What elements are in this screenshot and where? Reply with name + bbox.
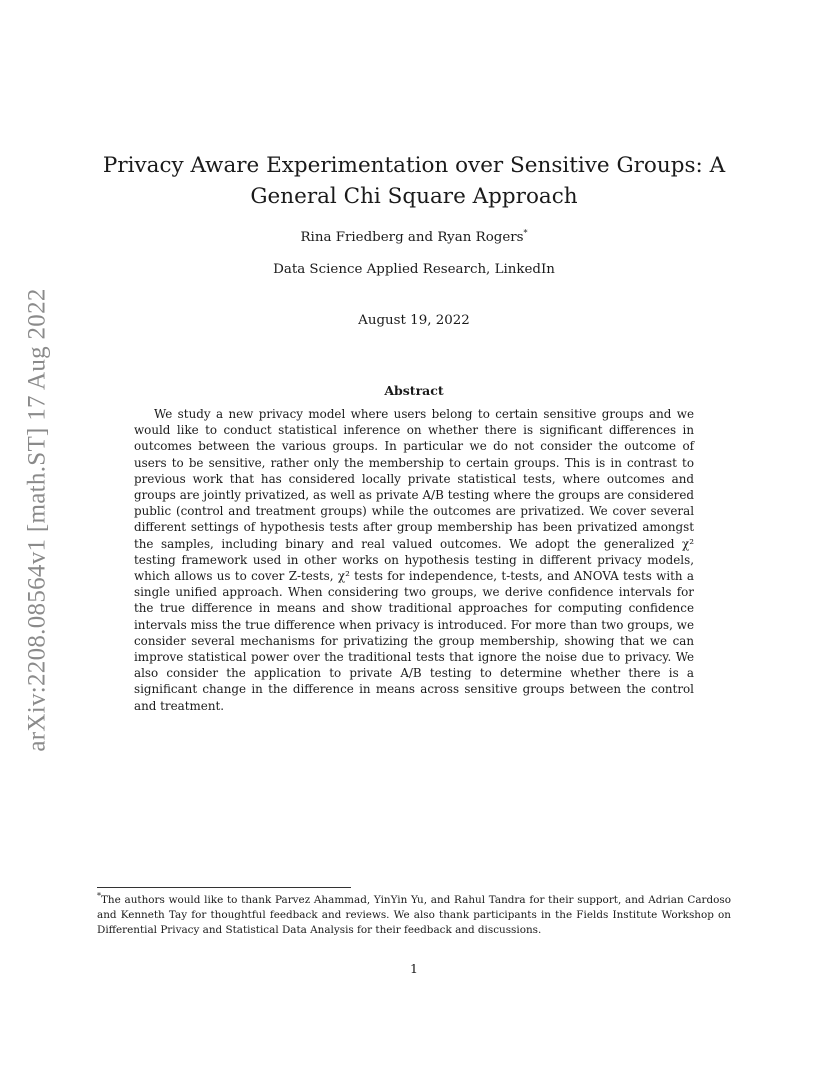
paper-title: Privacy Aware Experimentation over Sensitive Groups: A General Chi Square Approach <box>102 153 726 209</box>
arxiv-stamp <box>22 268 54 772</box>
authors-line <box>0 230 828 245</box>
author-names: Rina Friedberg and Ryan Rogers <box>300 230 524 245</box>
page-number: 1 <box>410 961 418 976</box>
affiliation: Data Science Applied Research, LinkedIn <box>273 262 555 277</box>
footnote-rule <box>97 887 351 888</box>
abstract-heading: Abstract <box>384 383 444 398</box>
footnote-text: The authors would like to thank Parvez Ahammad, YinYin Yu, and Rahul Tandra for their support, and Adrian Cardoso and Kenneth Tay for thoughtful feedback and reviews. We also thank participants in the Fields Institute Workshop on Differential Privacy and Statistical Data Analysis for their feedback and discussions. <box>97 894 731 936</box>
author-footnote-mark: * <box>523 228 528 238</box>
paper-date: August 19, 2022 <box>358 313 470 328</box>
footnote <box>97 893 731 938</box>
arxiv-stamp-text: arXiv:2208.08564v1 [math.ST] 17 Aug 2022 <box>24 288 52 752</box>
abstract-body: We study a new privacy model where users belong to certain sensitive groups and we would like to conduct statistical inference on whether there is significant differences in outcomes between the various groups. In particular we do not consider the outcome of users to be sensitive, rather only the membership to certain groups. This is in contrast to previous work that has considered locally private statistical tests, where outcomes and groups are jointly privatized, as well as private A/B testing where the groups are considered public (control and treatment groups) while the outcomes are privatized. We cover several different settings of hypothesis tests after group membership has been privatized amongst the samples, including binary and real valued outcomes. We adopt the generalized χ² testing framework used in other works on hypothesis testing in different privacy models, which allows us to cover Z-tests, χ² tests for independence, t-tests, and ANOVA tests with a single unified approach. When considering two groups, we derive confidence intervals for the true difference in means and show traditional approaches for computing confidence intervals miss the true difference when privacy is introduced. For more than two groups, we consider several mechanisms for privatizing the group membership, showing that we can improve statistical power over the traditional tests that ignore the noise due to privacy. We also consider the application to private A/B testing to determine whether there is a significant change in the difference in means across sensitive groups between the control and treatment. <box>134 407 694 713</box>
footnote-mark: * <box>97 891 101 901</box>
